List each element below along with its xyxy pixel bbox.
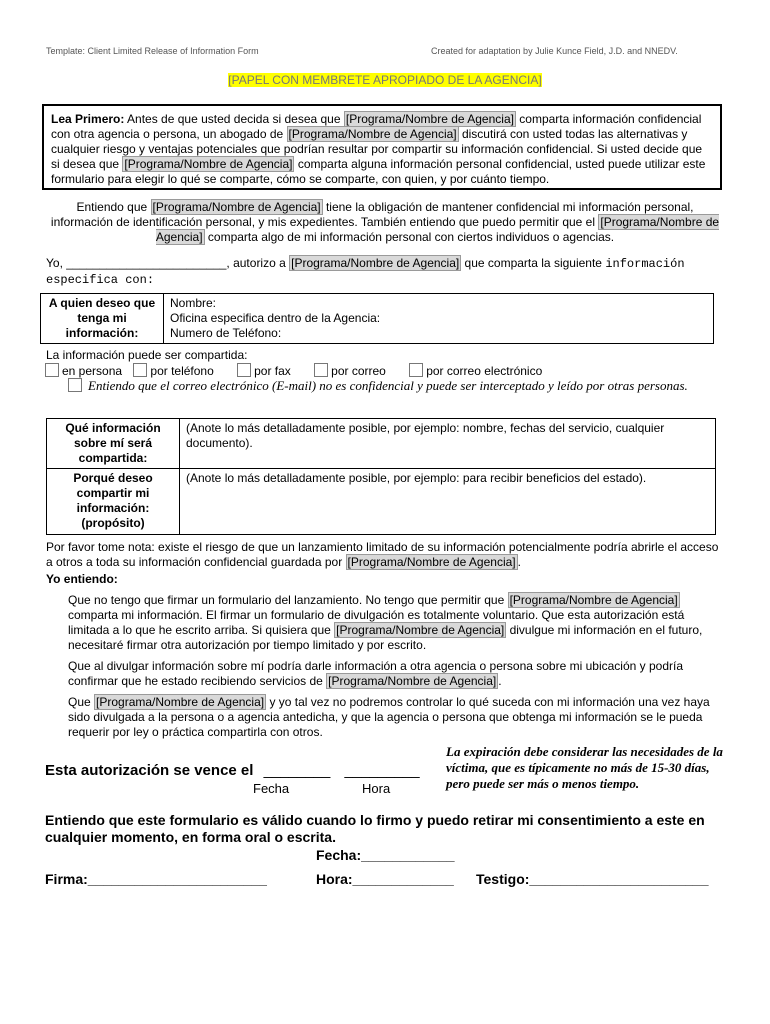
authorize-text: que comparta la siguiente (461, 256, 606, 270)
agency-placeholder: [Programa/Nombre de Agencia] (288, 127, 457, 141)
valid-statement: Entiendo que este formulario es válido cuando lo firmo y puedo retirar mi consentimiento a este en cualquier momento, en forma oral o escrita. (45, 812, 705, 845)
recipient-office: Oficina especifica dentro de la Agencia: (170, 311, 381, 325)
info-what-label: Qué información sobre mí será compartida: (47, 419, 180, 469)
authorize-mono-text: información especifica con: (46, 257, 685, 287)
agency-placeholder: [Programa/Nombre de Agencia] (291, 256, 460, 270)
bullet-item-2 (68, 659, 718, 689)
read-first-box (42, 104, 722, 190)
option-label: por correo (331, 364, 386, 378)
bullet-text: . (498, 674, 502, 688)
read-first-text: comparta información confidencial con otra agencia o persona, un abogado de (51, 112, 702, 141)
expiration-date-blank[interactable]: ________ (263, 762, 331, 779)
risk-note-text: Por favor tome nota: existe el riesgo de que un lanzamiento limitado de su información potencialmente podría abrirle el acceso a otros a toda su información confidencial guardada por (46, 540, 719, 569)
understand-text: comparta algo de mi información personal con ciertos individuos o agencias. (204, 230, 615, 244)
understand-paragraph (50, 200, 720, 245)
option-label: por teléfono (150, 364, 214, 378)
signature-field[interactable]: Firma:_______________________ (45, 871, 267, 887)
checkbox-por-telefono[interactable] (133, 363, 147, 377)
risk-note-text: . (517, 555, 521, 569)
checkbox-en-persona[interactable] (45, 363, 59, 377)
checkbox-email-acknowledge[interactable] (68, 378, 82, 392)
yo-entiendo-heading: Yo entiendo: (46, 572, 118, 586)
info-why-value[interactable]: (Anote lo más detalladamente posible, por ejemplo: para recibir beneficios del estado). (180, 469, 716, 535)
option-label: en persona (62, 364, 123, 378)
bullet-text: divulgue mi información en el futuro, necesitaré firmar otra autorización por tiempo limitado y por escrito. (68, 623, 703, 652)
agency-placeholder: [Programa/Nombre de Agencia] (509, 593, 678, 607)
bullet-text: Que al divulgar información sobre mí podría darle información a otra agencia o persona sobre mi ubicación y podría confirmar que he estado recibiendo servicios de (68, 659, 683, 688)
email-note (56, 378, 696, 394)
read-first-text: comparta alguna información personal confidencial, usted puede utilizar este formulario para elegir lo qué se comparte, cómo se comparte, con quien, y por cuánto tiempo. (51, 157, 706, 186)
letterhead-line (0, 73, 770, 87)
read-first-heading: Lea Primero: (51, 112, 125, 126)
letterhead-placeholder: [PAPEL CON MEMBRETE APROPIADO DE LA AGENCIA] (228, 73, 542, 87)
recipient-table (40, 293, 714, 344)
checkbox-por-fax[interactable] (237, 363, 251, 377)
bullet-item-3 (68, 695, 718, 740)
expiration-line (45, 762, 420, 779)
bullet-text: Que (68, 695, 95, 709)
agency-placeholder: [Programa/Nombre de Agencia] (124, 157, 293, 171)
sharing-title: La información puede ser compartida: (46, 348, 248, 362)
read-first-text: discutirá con usted todas las alternativas y cualquier riesgo y ventajas potenciales que podrían resultar por compartir su información confidencial. Si usted decide que si desea que (51, 127, 703, 171)
agency-placeholder: [Programa/Nombre de Agencia] (336, 623, 505, 637)
understand-text: Entiendo que (76, 200, 151, 214)
agency-placeholder: [Programa/Nombre de Agencia] (96, 695, 265, 709)
agency-placeholder: [Programa/Nombre de Agencia] (328, 674, 497, 688)
read-first-text: Antes de que usted decida si desea que (124, 112, 344, 126)
authorize-line (46, 256, 726, 288)
witness-field[interactable]: Testigo:_______________________ (476, 871, 709, 887)
agency-placeholder: [Programa/Nombre de Agencia] (155, 215, 720, 244)
signature-time-field[interactable]: Hora:_____________ (316, 871, 454, 887)
header-credit: Created for adaptation by Julie Kunce Field, J.D. and NNEDV. (431, 46, 678, 56)
hora-caption: Hora (362, 781, 391, 796)
option-label: por fax (254, 364, 291, 378)
header-template-label: Template: Client Limited Release of Information Form (46, 46, 259, 56)
bullet-text: y yo tal vez no podremos controlar lo qué suceda con mi información una vez haya sido divulgada a la persona o a agencia antedicha, y que la agencia o persona que obtenga mi información se le pueda requerir por ley o práctica compartirla con otros. (68, 695, 710, 739)
bullet-text: Que no tengo que firmar un formulario del lanzamiento. No tengo que permitir que (68, 593, 508, 607)
expiration-note: La expiración debe considerar las necesidades de la víctima, que es típicamente no más de 15-30 días, pero puede ser más o menos tiempo. (446, 744, 723, 791)
agency-placeholder: [Programa/Nombre de Agencia] (152, 200, 321, 214)
expiration-time-blank[interactable]: _________ (344, 762, 420, 779)
agency-placeholder: [Programa/Nombre de Agencia] (345, 112, 514, 126)
info-table (46, 418, 716, 535)
bullet-text: comparta mi información. El firmar un formulario de divulgación es totalmente voluntario. Que esta autorización está limitada a lo que he escrito arriba. Si quisiera que (68, 608, 685, 637)
option-label: por correo electrónico (426, 364, 543, 378)
bullet-item-1 (68, 593, 718, 653)
info-what-value[interactable]: (Anote lo más detalladamente posible, por ejemplo: nombre, fechas del servicio, cualquier documento). (180, 419, 716, 469)
authorize-text: Yo, ________________________, autorizo a (46, 256, 290, 270)
recipient-phone: Numero de Teléfono: (170, 326, 282, 340)
agency-placeholder: [Programa/Nombre de Agencia] (347, 555, 516, 569)
checkbox-por-correo[interactable] (314, 363, 328, 377)
info-why-label: Porqué deseo compartir mi información: (propósito) (47, 469, 180, 535)
understand-text: tiene la obligación de mantener confidencial mi información personal, información de identificación personal, y mis expedientes. También entiendo que puedo permitir que el (50, 200, 694, 229)
recipient-fields (164, 294, 714, 344)
expiration-label: Esta autorización se vence el (45, 762, 254, 779)
recipient-name: Nombre: (170, 296, 217, 310)
checkbox-por-correo-electronico[interactable] (409, 363, 423, 377)
signature-date-field[interactable]: Fecha:____________ (316, 847, 455, 863)
risk-note (46, 540, 726, 570)
sharing-options (45, 363, 542, 378)
fecha-caption: Fecha (253, 781, 290, 796)
email-note-text: Entiendo que el correo electrónico (E-mail) no es confidencial y puede ser interceptado y leído por otras personas. (88, 378, 688, 393)
recipient-label: A quien deseo que tenga mi información: (41, 294, 164, 344)
